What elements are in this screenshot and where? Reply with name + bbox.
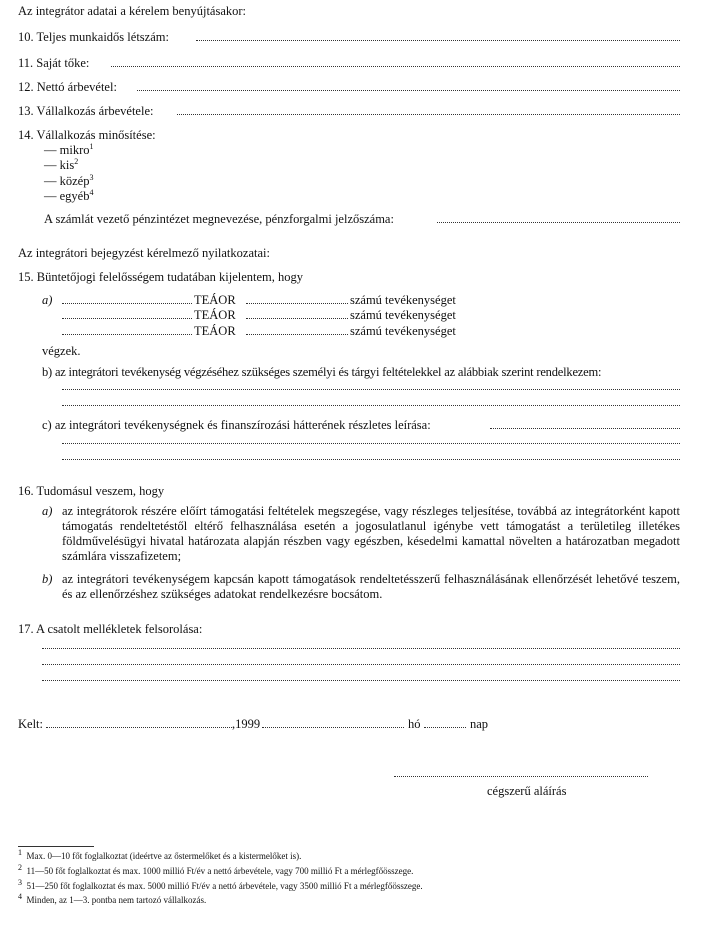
item-16a-text: az integrátorok részére előírt támogatási feltételek megszegése, vagy részleges teljesítése, továbbá az integrátorként kapott támogatás rendeltetéstől eltérő felhasználása esetén a jogosulatlanul igénybe vett támogatást a területileg illetékes földművelésügyi hivatal határozata alapján részben vagy egészben, késedelmi kamattal növelten a határozatban megadott számlára visszafizetem;	[62, 504, 680, 563]
month-label: hó	[408, 717, 421, 731]
teaor-label-3: TEÁOR	[194, 324, 236, 338]
item-11-field	[111, 66, 680, 67]
item-17-field-2	[42, 664, 680, 665]
item-15b-field-1	[62, 389, 680, 390]
qualification-kis: — kis$^2$	[44, 156, 79, 172]
bank-line-label: A számlát vezető pénzintézet megnevezése, pénzforgalmi jelzőszáma:	[44, 212, 394, 226]
teaor-field-1a	[62, 303, 192, 304]
item-17-field-3	[42, 680, 680, 681]
day-field	[424, 727, 466, 728]
footnote-4: $^4$ Minden, az 1—3. pontba nem tartozó vállalkozás.	[18, 892, 207, 905]
item-17-label: 17. A csatolt mellékletek felsorolása:	[18, 622, 203, 636]
signature-label: cégszerű aláírás	[487, 784, 567, 798]
qualification-mikro: — mikro$^1$	[44, 141, 94, 157]
teaor-field-3b	[246, 334, 348, 335]
bank-line-field	[437, 222, 680, 223]
teaor-label-2: TEÁOR	[194, 308, 236, 322]
item-15c-text: c) az integrátori tevékenységnek és finanszírozási hátterének részletes leírása:	[42, 418, 431, 432]
item-15c-field-3	[62, 459, 680, 460]
item-15c-field-2	[62, 443, 680, 444]
footnote-1: $^1$ Max. 0—10 főt foglalkoztat (ideértve az őstermelőket és a kistermelőket is).	[18, 848, 302, 861]
item-15a-label: a)	[42, 293, 53, 307]
item-13-label: 13. Vállalkozás árbevétele:	[18, 104, 154, 118]
month-field	[262, 727, 404, 728]
item-15-label: 15. Büntetőjogi felelősségem tudatában kijelentem, hogy	[18, 270, 304, 284]
footnote-divider	[18, 846, 94, 847]
item-15b-field-2	[62, 405, 680, 406]
teaor-field-3a	[62, 334, 192, 335]
year-label: ,1999	[232, 717, 261, 731]
footnote-3: $^3$ 51—250 főt foglalkoztat és max. 5000 millió Ft/év a nettó árbevétele, vagy 3500 millió Ft a mérlegfőösszege.	[18, 878, 423, 891]
item-15b-text: b) az integrátori tevékenység végzéséhez szükséges személyi és tárgyi feltételekkel az alábbiak szerint rendelkezem:	[42, 365, 602, 379]
szamu-label-2: számú tevékenységet	[350, 308, 456, 322]
day-label: nap	[470, 717, 489, 731]
szamu-label-1: számú tevékenységet	[350, 293, 456, 307]
section-heading-integrator: Az integrátor adatai a kérelem benyújtásakor:	[18, 4, 247, 18]
item-10-field	[196, 40, 680, 41]
footnote-2: $^2$ 11—50 főt foglalkoztat és max. 1000 millió Ft/év a nettó árbevétele, vagy 700 millió Ft a mérlegfőösszege.	[18, 863, 414, 876]
teaor-field-1b	[246, 303, 348, 304]
item-10-label: 10. Teljes munkaidős létszám:	[18, 30, 169, 44]
teaor-label-1: TEÁOR	[194, 293, 236, 307]
teaor-field-2b	[246, 318, 348, 319]
qualification-egyeb: — egyéb$^4$	[44, 187, 94, 203]
item-13-field	[177, 114, 680, 115]
teaor-field-2a	[62, 318, 192, 319]
item-16b-text: az integrátori tevékenységem kapcsán kapott támogatások rendeltetésszerű felhasználásának ellenőrzését lehetővé teszem, és az ellenőrzéshez szükséges adatokat rendelkezésre bocsátom.	[62, 572, 680, 601]
qualification-kozep: — közép$^3$	[44, 172, 94, 188]
item-17-field-1	[42, 648, 680, 649]
item-11-label: 11. Saját tőke:	[18, 56, 90, 70]
item-15c-field-1	[490, 428, 680, 429]
kelt-label: Kelt:	[18, 717, 43, 731]
item-16a-label: a)	[42, 504, 53, 518]
item-12-label: 12. Nettó árbevétel:	[18, 80, 117, 94]
item-12-field	[137, 90, 680, 91]
signature-field	[394, 776, 648, 777]
vegzek-text: végzek.	[42, 344, 81, 358]
szamu-label-3: számú tevékenységet	[350, 324, 456, 338]
kelt-place-field	[46, 727, 232, 728]
item-14-label: 14. Vállalkozás minősítése:	[18, 128, 156, 142]
item-16b-label: b)	[42, 572, 53, 586]
item-16-label: 16. Tudomásul veszem, hogy	[18, 484, 165, 498]
section-heading-statements: Az integrátori bejegyzést kérelmező nyilatkozatai:	[18, 246, 270, 260]
